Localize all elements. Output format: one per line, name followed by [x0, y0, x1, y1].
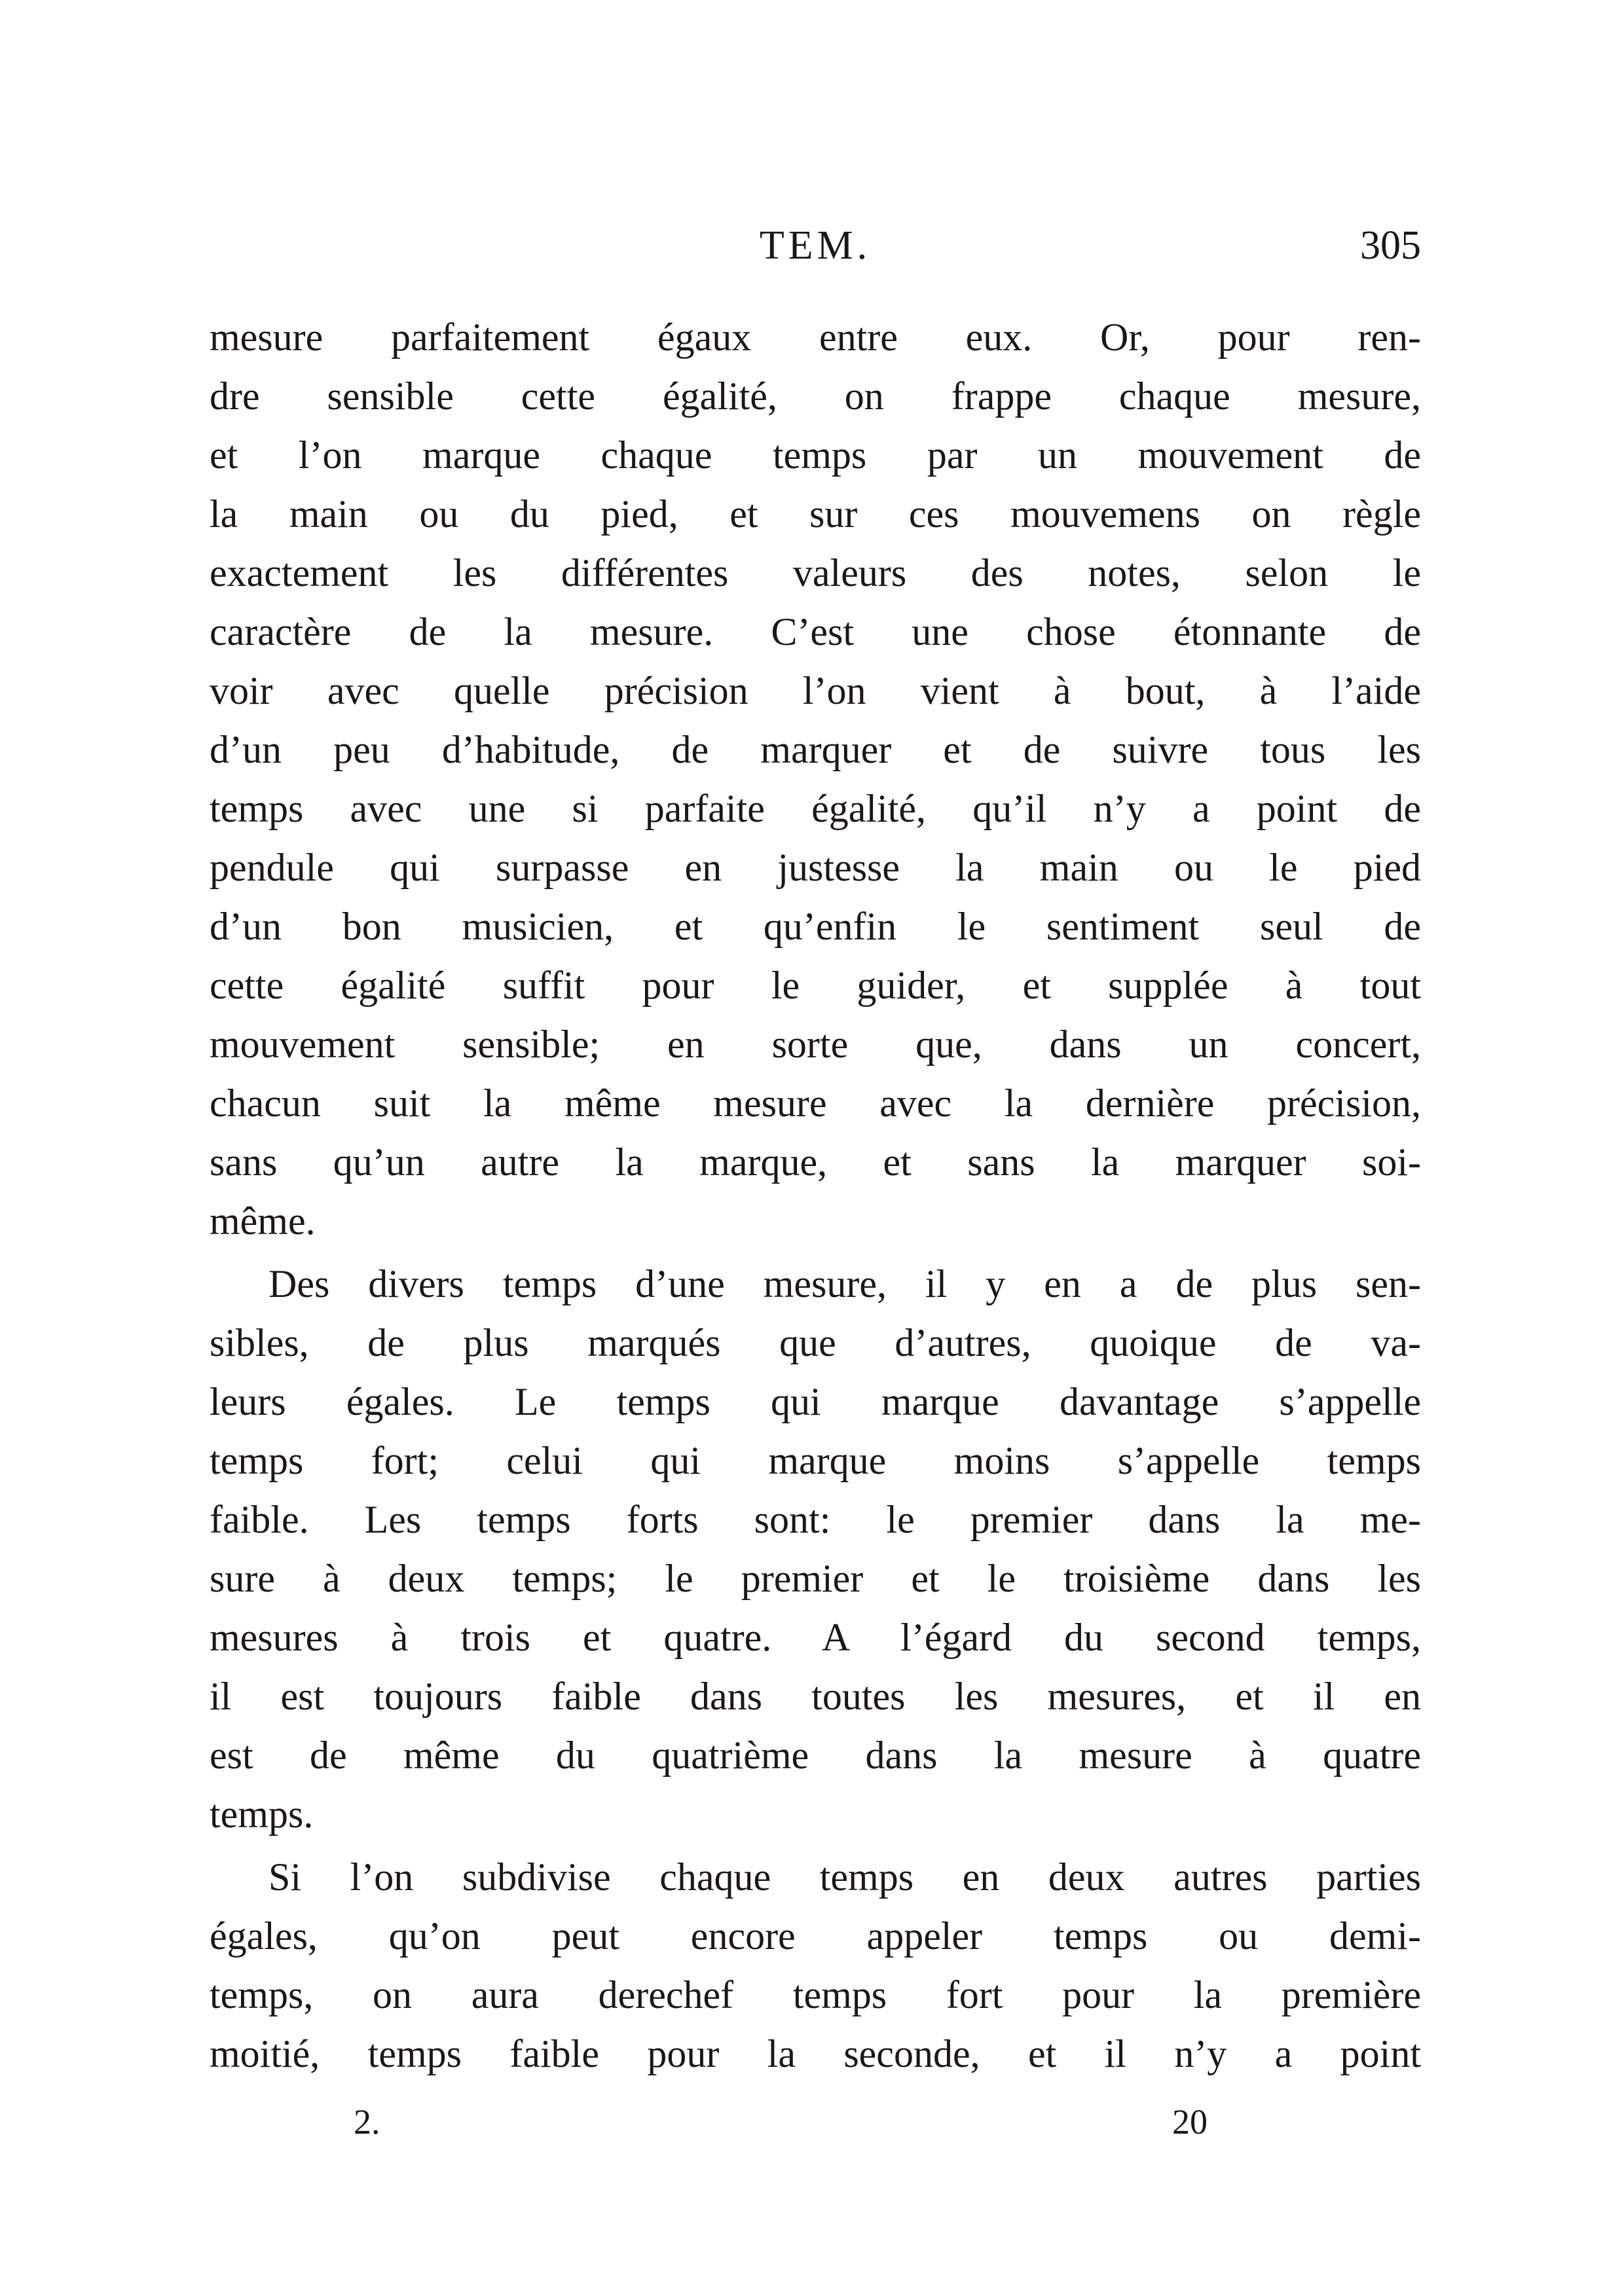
footer [354, 2102, 1270, 2154]
text-line: est de même du quatrième dans la mesure à quatre [210, 1734, 1421, 1777]
text-line: mesure parfaitement égaux entre eux. Or, pour ren- [210, 316, 1421, 359]
text-line: voir avec quelle précision l’on vient à bout, à l’aide [210, 669, 1421, 712]
text-line: caractère de la mesure. C’est une chose étonnante de [210, 610, 1421, 653]
text-line: cette égalité suffit pour le guider, et supplée à tout [210, 964, 1421, 1007]
running-title: TEM. [759, 223, 872, 268]
text-line: mouvement sensible; en sorte que, dans un concert, [210, 1023, 1421, 1066]
text-line: sure à deux temps; le premier et le troisième dans les [210, 1557, 1421, 1600]
text-line: exactement les différentes valeurs des notes, selon le [210, 551, 1421, 594]
running-head [210, 223, 1421, 275]
text-line: dre sensible cette égalité, on frappe chaque mesure, [210, 374, 1421, 418]
text-line: d’un bon musicien, et qu’enfin le sentiment seul de [210, 905, 1421, 948]
text-line: sibles, de plus marqués que d’autres, quoique de va- [210, 1321, 1421, 1364]
text-line: même. [210, 1199, 316, 1243]
signature-mark: 2. [354, 2102, 380, 2141]
text-line: égales, qu’on peut encore appeler temps ou demi- [210, 1914, 1421, 1958]
text-line: temps, on aura derechef temps fort pour la première [210, 1973, 1421, 2016]
body-text [210, 308, 1421, 2083]
text-line: temps fort; celui qui marque moins s’appelle temps [210, 1439, 1421, 1482]
text-line: Si l’on subdivise chaque temps en deux autres parties [268, 1855, 1421, 1899]
text-line: la main ou du pied, et sur ces mouvemens on règle [210, 492, 1421, 536]
text-line: pendule qui surpasse en justesse la main ou le pied [210, 846, 1421, 889]
text-line: leurs égales. Le temps qui marque davantage s’appelle [210, 1380, 1421, 1423]
text-line: temps. [210, 1793, 314, 1836]
text-line: il est toujours faible dans toutes les mesures, et il en [210, 1675, 1421, 1718]
text-line: moitié, temps faible pour la seconde, et il n’y a point [210, 2032, 1421, 2075]
text-line: temps avec une si parfaite égalité, qu’il n’y a point de [210, 787, 1421, 830]
text-line: mesures à trois et quatre. A l’égard du second temps, [210, 1616, 1421, 1659]
text-line: faible. Les temps forts sont: le premier dans la me- [210, 1498, 1421, 1541]
text-line: Des divers temps d’une mesure, il y en a de plus sen- [268, 1262, 1421, 1305]
text-line: d’un peu d’habitude, de marquer et de suivre tous les [210, 728, 1421, 771]
text-line: chacun suit la même mesure avec la dernière précision, [210, 1082, 1421, 1125]
text-line: et l’on marque chaque temps par un mouvement de [210, 433, 1421, 477]
text-line: sans qu’un autre la marque, et sans la marquer soi- [210, 1140, 1421, 1184]
sheet-number: 20 [1172, 2102, 1208, 2141]
page-number: 305 [1360, 223, 1421, 268]
